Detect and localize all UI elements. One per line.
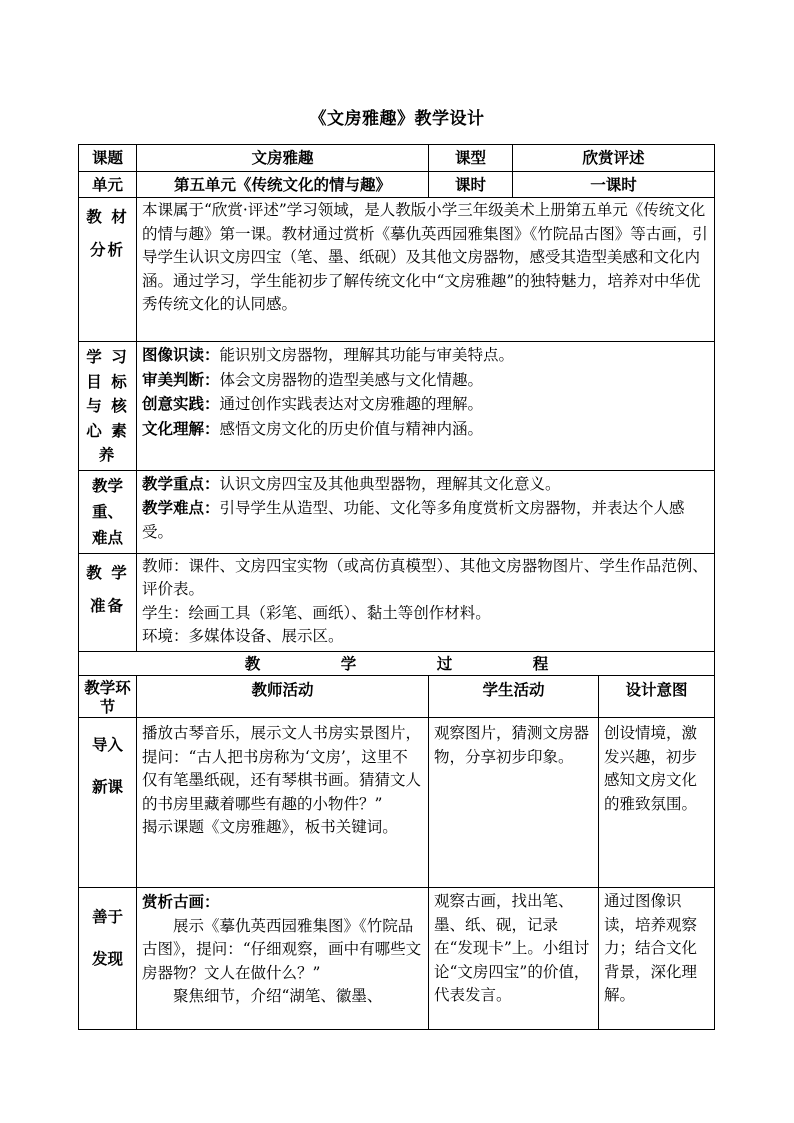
goals-label: 学 习 目 标 与 核 心 素 养 <box>79 342 137 471</box>
stage-design-intent: 通过图像识读，培养观察力；结合文化背景，深化理解。 <box>599 888 715 1030</box>
keypoints-label: 教学 重、 难点 <box>79 470 137 553</box>
unit-row <box>79 172 715 198</box>
lesson-plan-table <box>78 144 715 1030</box>
col-student-header: 学生活动 <box>429 676 599 718</box>
stage-teacher-activity: 赏析古画： 展示《摹仇英西园雅集图》《竹院品古图》，提问：“仔细观察，画中有哪些文房器物？文人在做什么？” 聚焦细节，介绍“湖笔、徽墨、 <box>137 888 429 1030</box>
columns-header-row <box>79 676 715 718</box>
goal-item: 文化理解：感悟文房文化的历史价值与精神内涵。 <box>142 418 484 438</box>
class-hours-value: 一课时 <box>513 172 715 198</box>
stage-row-discover <box>79 888 715 1030</box>
prep-content <box>137 553 715 651</box>
stage-name: 导入 新课 <box>79 718 137 888</box>
focus-point: 教学重点：认识文房四宝及其他典型器物，理解其文化意义。 <box>142 473 561 493</box>
topic-label: 课题 <box>79 145 137 172</box>
col-stage-header: 教学环节 <box>79 676 137 718</box>
prep-row <box>79 553 715 651</box>
topic-row <box>79 145 715 172</box>
goal-item: 审美判断：体会文房器物的造型美感与文化情趣。 <box>142 369 484 389</box>
stage-teacher-activity: 播放古琴音乐，展示文人书房实景图片，提问：“古人把书房称为‘文房’，这里不仅有笔墨纸砚，还有琴棋书画。猜猜文人的书房里藏着哪些有趣的小物件？” 揭示课题《文房雅趣》，板书关键词。 <box>137 718 429 888</box>
stage-design-intent: 创设情境，激发兴趣，初步感知文房文化的雅致氛围。 <box>599 718 715 888</box>
goal-item: 图像识读：能识别文房器物，理解其功能与审美特点。 <box>142 345 515 364</box>
prep-label: 教 学 准备 <box>79 553 137 651</box>
analysis-text: 本课属于“欣赏·评述”学习领域，是人教版小学三年级美术上册第五单元《传统文化的情与趣》第一课。教材通过赏析《摹仇英西园雅集图》《竹院品古图》等古画，引导学生认识文房四宝（笔、墨、纸砚）及其他文房器物，感受其造型美感和文化内涵。通过学习，学生能初步了解传统文化中“文房雅趣”的独特魅力，培养对中华优秀传统文化的认同感。 <box>137 198 715 342</box>
analysis-label: 教 材 分析 <box>79 198 137 342</box>
stage-student-activity: 观察图片，猜测文房器物，分享初步印象。 <box>429 718 599 888</box>
stage-name: 善于 发现 <box>79 888 137 1030</box>
lesson-type-value: 欣赏评述 <box>513 145 715 172</box>
stage-row-intro <box>79 718 715 888</box>
class-hours-label: 课时 <box>429 172 513 198</box>
prep-student: 学生：绘画工具（彩笔、画纸）、黏土等创作材料。 <box>142 603 491 622</box>
keypoints-content <box>137 470 715 553</box>
analysis-row <box>79 198 715 342</box>
keypoints-row <box>79 470 715 553</box>
goal-item: 创意实践：通过创作实践表达对文房雅趣的理解。 <box>142 394 484 413</box>
document-title: 《文房雅趣》教学设计 <box>309 109 485 129</box>
goals-row <box>79 342 715 471</box>
lesson-type-label: 课型 <box>429 145 513 172</box>
stage-student-activity: 观察古画，找出笔、墨、纸、砚，记录在“发现卡”上。小组讨论“文房四宝”的价值，代表发言。 <box>429 888 599 1030</box>
process-header: 教 学 过 程 <box>79 651 715 676</box>
topic-value: 文房雅趣 <box>137 145 429 172</box>
prep-environment: 环境：多媒体设备、展示区。 <box>142 627 344 645</box>
unit-value: 第五单元《传统文化的情与趣》 <box>137 172 429 198</box>
goals-content <box>137 342 715 471</box>
col-intent-header: 设计意图 <box>599 676 715 718</box>
col-teacher-header: 教师活动 <box>137 676 429 718</box>
unit-label: 单元 <box>79 172 137 198</box>
prep-teacher: 教师：课件、文房四宝实物（或高仿真模型）、其他文房器物图片、学生作品范例、评价表。 <box>142 556 708 598</box>
process-header-row <box>79 651 715 676</box>
difficulty-point: 教学难点：引导学生从造型、功能、文化等多角度赏析文房器物，并表达个人感受。 <box>142 498 685 541</box>
